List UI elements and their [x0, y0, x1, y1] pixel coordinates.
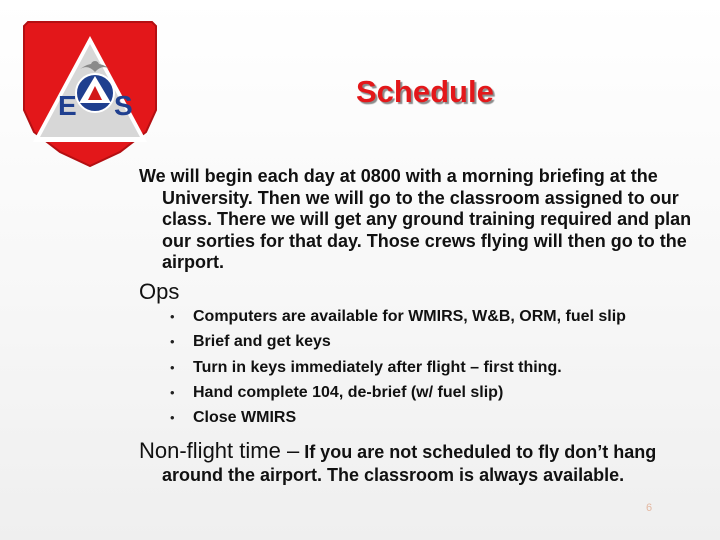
bullet-icon: • [170, 309, 175, 324]
logo-letter-s: S [114, 90, 133, 121]
slide-number: 6 [646, 502, 653, 514]
ops-list-item [170, 384, 700, 409]
nonflight-paragraph [139, 439, 720, 487]
ops-list-item [170, 409, 700, 434]
intro-paragraph: We will begin each day at 0800 with a morning briefing at the University. Then we will go to the classroom assigned to our class. There we will get any ground training required and plan our sorties for that day. Those crews flying will then go to the airport. [139, 166, 692, 272]
ops-item-label: Turn in keys immediately after flight – first thing. [193, 358, 562, 376]
ces-emblem-logo [20, 14, 160, 172]
ops-list-item [170, 308, 700, 333]
bullet-icon: • [170, 410, 175, 426]
bullet-icon: • [170, 384, 175, 400]
ops-list [170, 308, 700, 434]
ops-item-label: Close WMIRS [193, 409, 297, 427]
ops-item-label: Brief and get keys [193, 333, 331, 351]
slide-title: Schedule [356, 74, 494, 109]
bullet-icon: • [170, 359, 175, 375]
ops-item-label: Hand complete 104, de-brief (w/ fuel slip) [193, 383, 504, 401]
ops-list-item [170, 333, 700, 358]
ops-list-item [170, 359, 700, 384]
ops-heading: Ops [139, 279, 180, 304]
nonflight-text: If you are not scheduled to fly don’t hang around the airport. The classroom is always available. [162, 442, 657, 485]
ops-item-label: Computers are available for WMIRS, W&B, ORM, fuel slip [193, 308, 626, 325]
shield-icon [20, 14, 160, 172]
nonflight-heading: Non-flight time – [139, 438, 300, 463]
logo-letter-e: E [58, 90, 77, 121]
bullet-icon: • [170, 334, 175, 350]
